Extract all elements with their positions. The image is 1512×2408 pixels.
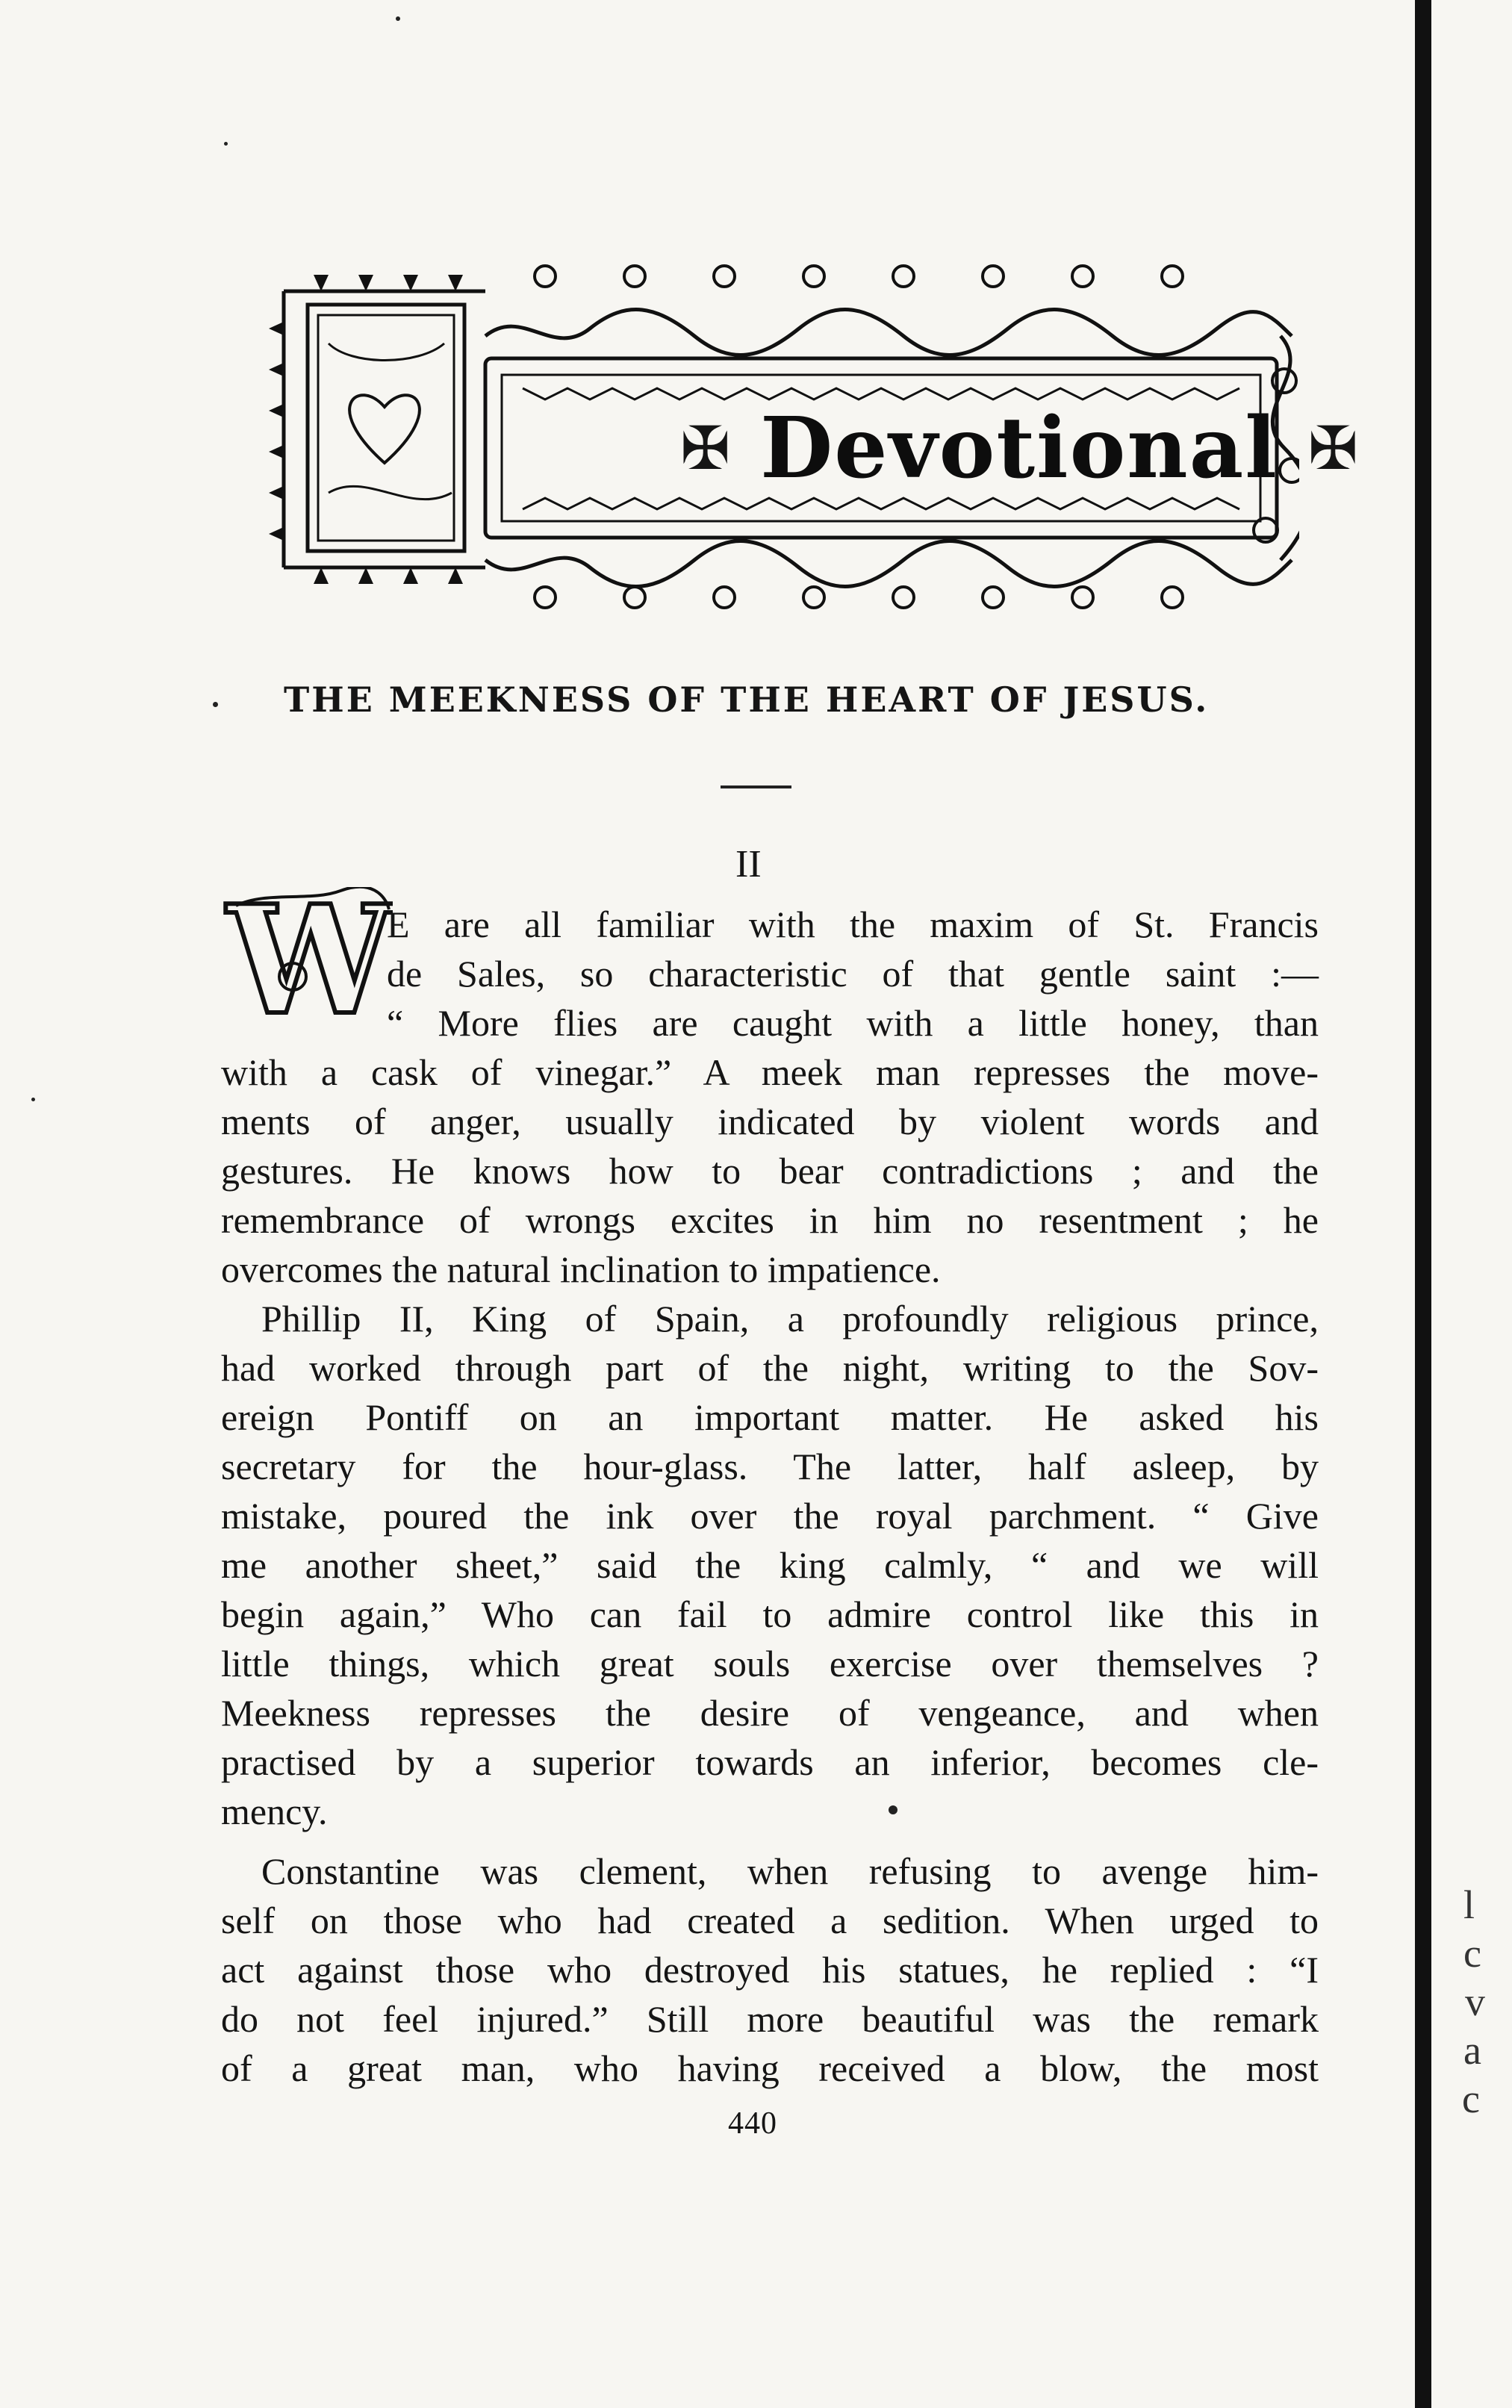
text-line: begin again,” Who can fail to admire control like this in [221, 1593, 1319, 1635]
scan-speck [213, 702, 218, 707]
text-line: with a cask of vinegar.” A meek man represses the move- [221, 1051, 1319, 1093]
facing-page-letter: c [1463, 1931, 1481, 1976]
text-line: E are all familiar with the maxim of St. Francis [387, 903, 1319, 945]
text-line: Constantine was clement, when refusing to avenge him- [261, 1850, 1319, 1892]
text-line: act against those who destroyed his statues, he replied : “I [221, 1949, 1319, 1991]
text-line: gestures. He knows how to bear contradictions ; and the [221, 1150, 1319, 1192]
maltese-cross-icon: ✠ [1307, 413, 1358, 483]
paragraph-2 [221, 1294, 1319, 1836]
text-line: do not feel injured.” Still more beautiful was the remark [221, 1998, 1319, 2040]
text-line: ereign Pontiff on an important matter. He asked his [221, 1396, 1319, 1438]
text-line: mistake, poured the ink over the royal parchment. “ Give [221, 1495, 1319, 1537]
text-line: Phillip II, King of Spain, a profoundly religious prince, [261, 1298, 1319, 1340]
text-line: overcomes the natural inclination to impatience. [221, 1248, 941, 1290]
facing-page-letter: a [1463, 2028, 1481, 2073]
text-line: had worked through part of the night, writing to the Sov- [221, 1347, 1319, 1389]
paragraph-1 [221, 900, 1319, 1294]
facing-page-letter: c [1462, 2076, 1480, 2121]
text-line: remembrance of wrongs excites in him no resentment ; he [221, 1199, 1319, 1241]
page-gutter-shadow [1415, 0, 1431, 2408]
text-line: mency. [221, 1791, 328, 1832]
section-title: Devotional [760, 399, 1278, 497]
scan-speck [31, 1098, 35, 1101]
section-banner [680, 399, 1358, 497]
article-title: THE MEEKNESS OF THE HEART OF JESUS. [284, 679, 1210, 720]
maltese-cross-icon: ✠ [680, 413, 731, 483]
title-rule [721, 785, 791, 788]
page-number: 440 [728, 2106, 777, 2141]
text-line: of a great man, who having received a blow, the most [221, 2047, 1319, 2089]
text-line: Meekness represses the desire of vengeance, and when [221, 1692, 1319, 1734]
scan-speck [224, 142, 228, 146]
text-line: me another sheet,” said the king calmly, “ and we will [221, 1544, 1319, 1586]
text-line: little things, which great souls exercise over themselves ? [221, 1643, 1319, 1684]
text-line: secretary for the hour-glass. The latter, half asleep, by [221, 1446, 1319, 1487]
facing-page-letter: v [1465, 1979, 1485, 2024]
text-line: “ More flies are caught with a little honey, than [387, 1002, 1319, 1044]
facing-page-letter: l [1463, 1882, 1475, 1927]
part-number: II [735, 843, 762, 886]
text-line: ments of anger, usually indicated by violent words and [221, 1101, 1319, 1142]
ornamental-header [239, 246, 1358, 635]
paragraph-3 [221, 1847, 1319, 2093]
text-line: self on those who had created a sedition. When urged to [221, 1900, 1319, 1941]
drop-cap-letter: W [227, 887, 393, 1044]
scan-speck [396, 16, 400, 21]
text-line: practised by a superior towards an inferior, becomes cle- [221, 1741, 1319, 1783]
text-line: de Sales, so characteristic of that gentle saint :— [387, 953, 1319, 995]
